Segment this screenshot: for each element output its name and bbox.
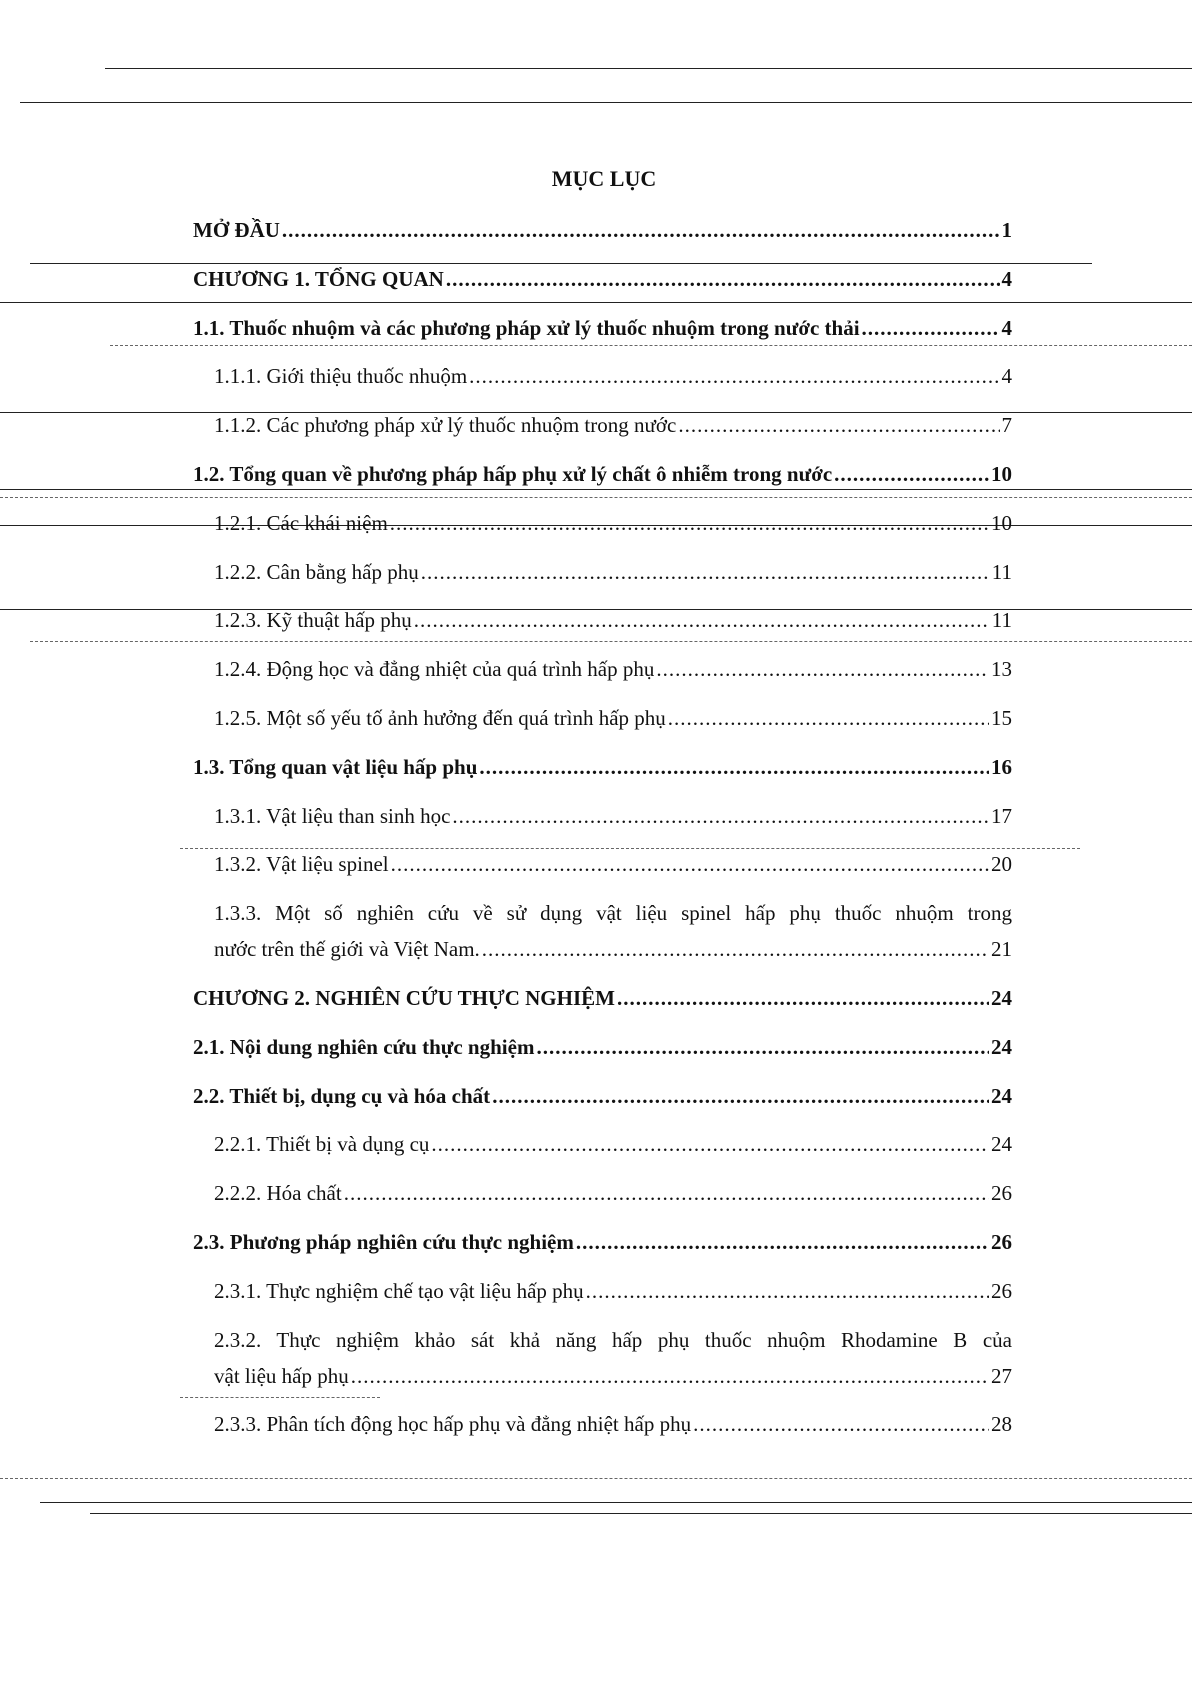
dot-leader xyxy=(479,754,989,780)
dot-leader xyxy=(678,412,999,438)
scan-artifact-line xyxy=(0,497,1192,498)
toc-entry-label: 1.3. Tổng quan vật liệu hấp phụ xyxy=(193,754,478,779)
toc-entry[interactable] xyxy=(193,266,1012,292)
toc-entry-first-line[interactable]: 2.3.2. Thực nghiệm khảo sát khả năng hấp phụ thuốc nhuộm Rhodamine B của xyxy=(214,1327,1012,1352)
toc-entry-label: 2.1. Nội dung nghiên cứu thực nghiệm xyxy=(193,1034,535,1059)
toc-entry[interactable] xyxy=(214,363,1012,389)
toc-entry-label: 2.3.1. Thực nghiệm chế tạo vật liệu hấp phụ xyxy=(214,1278,584,1303)
scan-artifact-line xyxy=(0,489,1192,490)
toc-page-number: 4 xyxy=(1001,315,1012,340)
toc-entry[interactable] xyxy=(193,315,1012,341)
toc-entry-label: 2.2. Thiết bị, dụng cụ và hóa chất xyxy=(193,1083,491,1108)
toc-entry[interactable] xyxy=(214,1131,1012,1157)
toc-entry[interactable] xyxy=(214,559,1012,585)
dot-leader xyxy=(469,363,999,389)
dot-leader xyxy=(693,1411,989,1437)
toc-entry-label: 1.1.1. Giới thiệu thuốc nhuộm xyxy=(214,364,468,389)
toc-entry[interactable] xyxy=(193,985,1012,1011)
toc-entry[interactable] xyxy=(214,1180,1012,1206)
toc-entry-label: nước trên thế giới và Việt Nam. xyxy=(214,937,480,962)
toc-entry-label: 1.1. Thuốc nhuộm và các phương pháp xử lý thuốc nhuộm trong nước thải xyxy=(193,315,860,340)
toc-entry-label: 1.2.3. Kỹ thuật hấp phụ xyxy=(214,608,412,633)
toc-page-number: 26 xyxy=(991,1181,1012,1206)
dot-leader xyxy=(576,1229,989,1255)
scan-artifact-line xyxy=(90,1513,1192,1514)
toc-entry-label: 2.2.2. Hóa chất xyxy=(214,1181,342,1206)
toc-entry[interactable] xyxy=(214,803,1012,829)
dot-leader xyxy=(391,851,989,877)
toc-entry[interactable] xyxy=(214,1363,1012,1389)
toc-entry-label: 1.2.2. Cân bằng hấp phụ xyxy=(214,559,419,584)
dot-leader xyxy=(452,803,989,829)
dot-leader xyxy=(421,559,990,585)
toc-entry[interactable] xyxy=(214,510,1012,536)
dot-leader xyxy=(390,510,989,536)
toc-page-number: 1 xyxy=(1001,218,1012,242)
toc-page-number: 4 xyxy=(1001,266,1012,291)
toc-entry-label: 1.3.2. Vật liệu spinel xyxy=(214,852,389,877)
dot-leader xyxy=(536,1034,989,1060)
toc-entry[interactable] xyxy=(193,461,1012,487)
toc-entry-label: MỞ ĐẦU xyxy=(193,218,280,242)
toc-entry-label: 2.3. Phương pháp nghiên cứu thực nghiệm xyxy=(193,1230,574,1254)
toc-entry-first-line[interactable]: 1.3.3. Một số nghiên cứu về sử dụng vật liệu spinel hấp phụ thuốc nhuộm trong xyxy=(214,901,1012,926)
toc-page-number: 24 xyxy=(991,1034,1012,1059)
dot-leader xyxy=(834,461,989,487)
toc-entry-label: 1.2. Tổng quan về phương pháp hấp phụ xử lý chất ô nhiễm trong nước xyxy=(193,462,833,486)
scan-artifact-line xyxy=(20,102,1192,103)
toc-entry-label: CHƯƠNG 2. NGHIÊN CỨU THỰC NGHIỆM xyxy=(193,986,615,1010)
dot-leader xyxy=(431,1131,989,1157)
dot-leader xyxy=(282,217,1000,243)
toc-entry[interactable] xyxy=(214,412,1012,438)
scan-artifact-line xyxy=(30,263,1092,264)
toc-entry[interactable] xyxy=(193,1083,1012,1109)
toc-page-number: 24 xyxy=(991,1083,1012,1108)
toc-entry-label: 2.2.1. Thiết bị và dụng cụ xyxy=(214,1132,430,1157)
dot-leader xyxy=(351,1363,989,1389)
toc-page-number: 10 xyxy=(991,462,1012,486)
toc-page-number: 24 xyxy=(991,986,1012,1010)
dot-leader xyxy=(446,266,1000,292)
page-title: MỤC LỤC xyxy=(551,166,657,191)
toc-page-number: 10 xyxy=(991,510,1012,535)
toc-entry-label: 1.1.2. Các phương pháp xử lý thuốc nhuộm trong nước xyxy=(214,413,677,438)
toc-page-number: 28 xyxy=(991,1412,1012,1437)
toc-entry-label: 1.3.1. Vật liệu than sinh học xyxy=(214,803,451,828)
toc-entry[interactable] xyxy=(214,936,1012,962)
toc-entry[interactable] xyxy=(193,1229,1012,1255)
toc-entry[interactable] xyxy=(214,1411,1012,1437)
toc-entry[interactable] xyxy=(214,705,1012,731)
scan-artifact-line xyxy=(180,1397,380,1398)
toc-page-number: 21 xyxy=(991,937,1012,962)
toc-page-number: 26 xyxy=(991,1278,1012,1303)
scan-artifact-line xyxy=(30,641,1192,642)
toc-entry-label: 1.2.5. Một số yếu tố ảnh hưởng đến quá trình hấp phụ xyxy=(214,706,666,730)
toc-entry-label: vật liệu hấp phụ xyxy=(214,1363,349,1388)
toc-page-number: 24 xyxy=(991,1132,1012,1157)
dot-leader xyxy=(862,315,1000,341)
dot-leader xyxy=(482,936,989,962)
scan-artifact-line xyxy=(105,68,1192,69)
toc-page-number: 26 xyxy=(991,1230,1012,1254)
dot-leader xyxy=(668,705,989,731)
toc-entry[interactable] xyxy=(193,1034,1012,1060)
toc-page-number: 27 xyxy=(991,1363,1012,1388)
toc-entry-label: CHƯƠNG 1. TỔNG QUAN xyxy=(193,266,444,291)
toc-page-number: 16 xyxy=(991,754,1012,779)
toc-entry-label: 2.3.3. Phân tích động học hấp phụ và đẳng nhiệt hấp phụ xyxy=(214,1412,692,1437)
toc-page-number: 11 xyxy=(991,559,1012,584)
toc-page-number: 4 xyxy=(1001,364,1012,389)
toc-page-number: 7 xyxy=(1001,413,1012,438)
scan-artifact-line xyxy=(110,345,1192,346)
scan-artifact-line xyxy=(0,1478,1192,1479)
toc-page-number: 20 xyxy=(991,852,1012,877)
dot-leader xyxy=(492,1083,989,1109)
scan-artifact-line xyxy=(40,1502,1192,1503)
toc-entry[interactable] xyxy=(193,754,1012,780)
dot-leader xyxy=(414,607,990,633)
toc-entry[interactable] xyxy=(193,217,1012,243)
toc-page-number: 17 xyxy=(991,803,1012,828)
toc-page-number: 15 xyxy=(991,706,1012,730)
dot-leader xyxy=(617,985,989,1011)
toc-entry[interactable] xyxy=(214,656,1012,682)
toc-entry[interactable] xyxy=(214,1278,1012,1304)
toc-entry[interactable] xyxy=(214,607,1012,633)
dot-leader xyxy=(586,1278,989,1304)
scan-artifact-line xyxy=(0,302,1192,303)
dot-leader xyxy=(344,1180,989,1206)
toc-entry-label: 1.2.1. Các khái niệm xyxy=(214,510,388,535)
scan-artifact-line xyxy=(180,848,1080,849)
toc-page-number: 13 xyxy=(991,657,1012,682)
toc-entry-label: 1.2.4. Động học và đẳng nhiệt của quá trình hấp phụ xyxy=(214,657,655,682)
toc-page-number: 11 xyxy=(991,608,1012,633)
dot-leader xyxy=(656,656,989,682)
toc-entry[interactable] xyxy=(214,851,1012,877)
